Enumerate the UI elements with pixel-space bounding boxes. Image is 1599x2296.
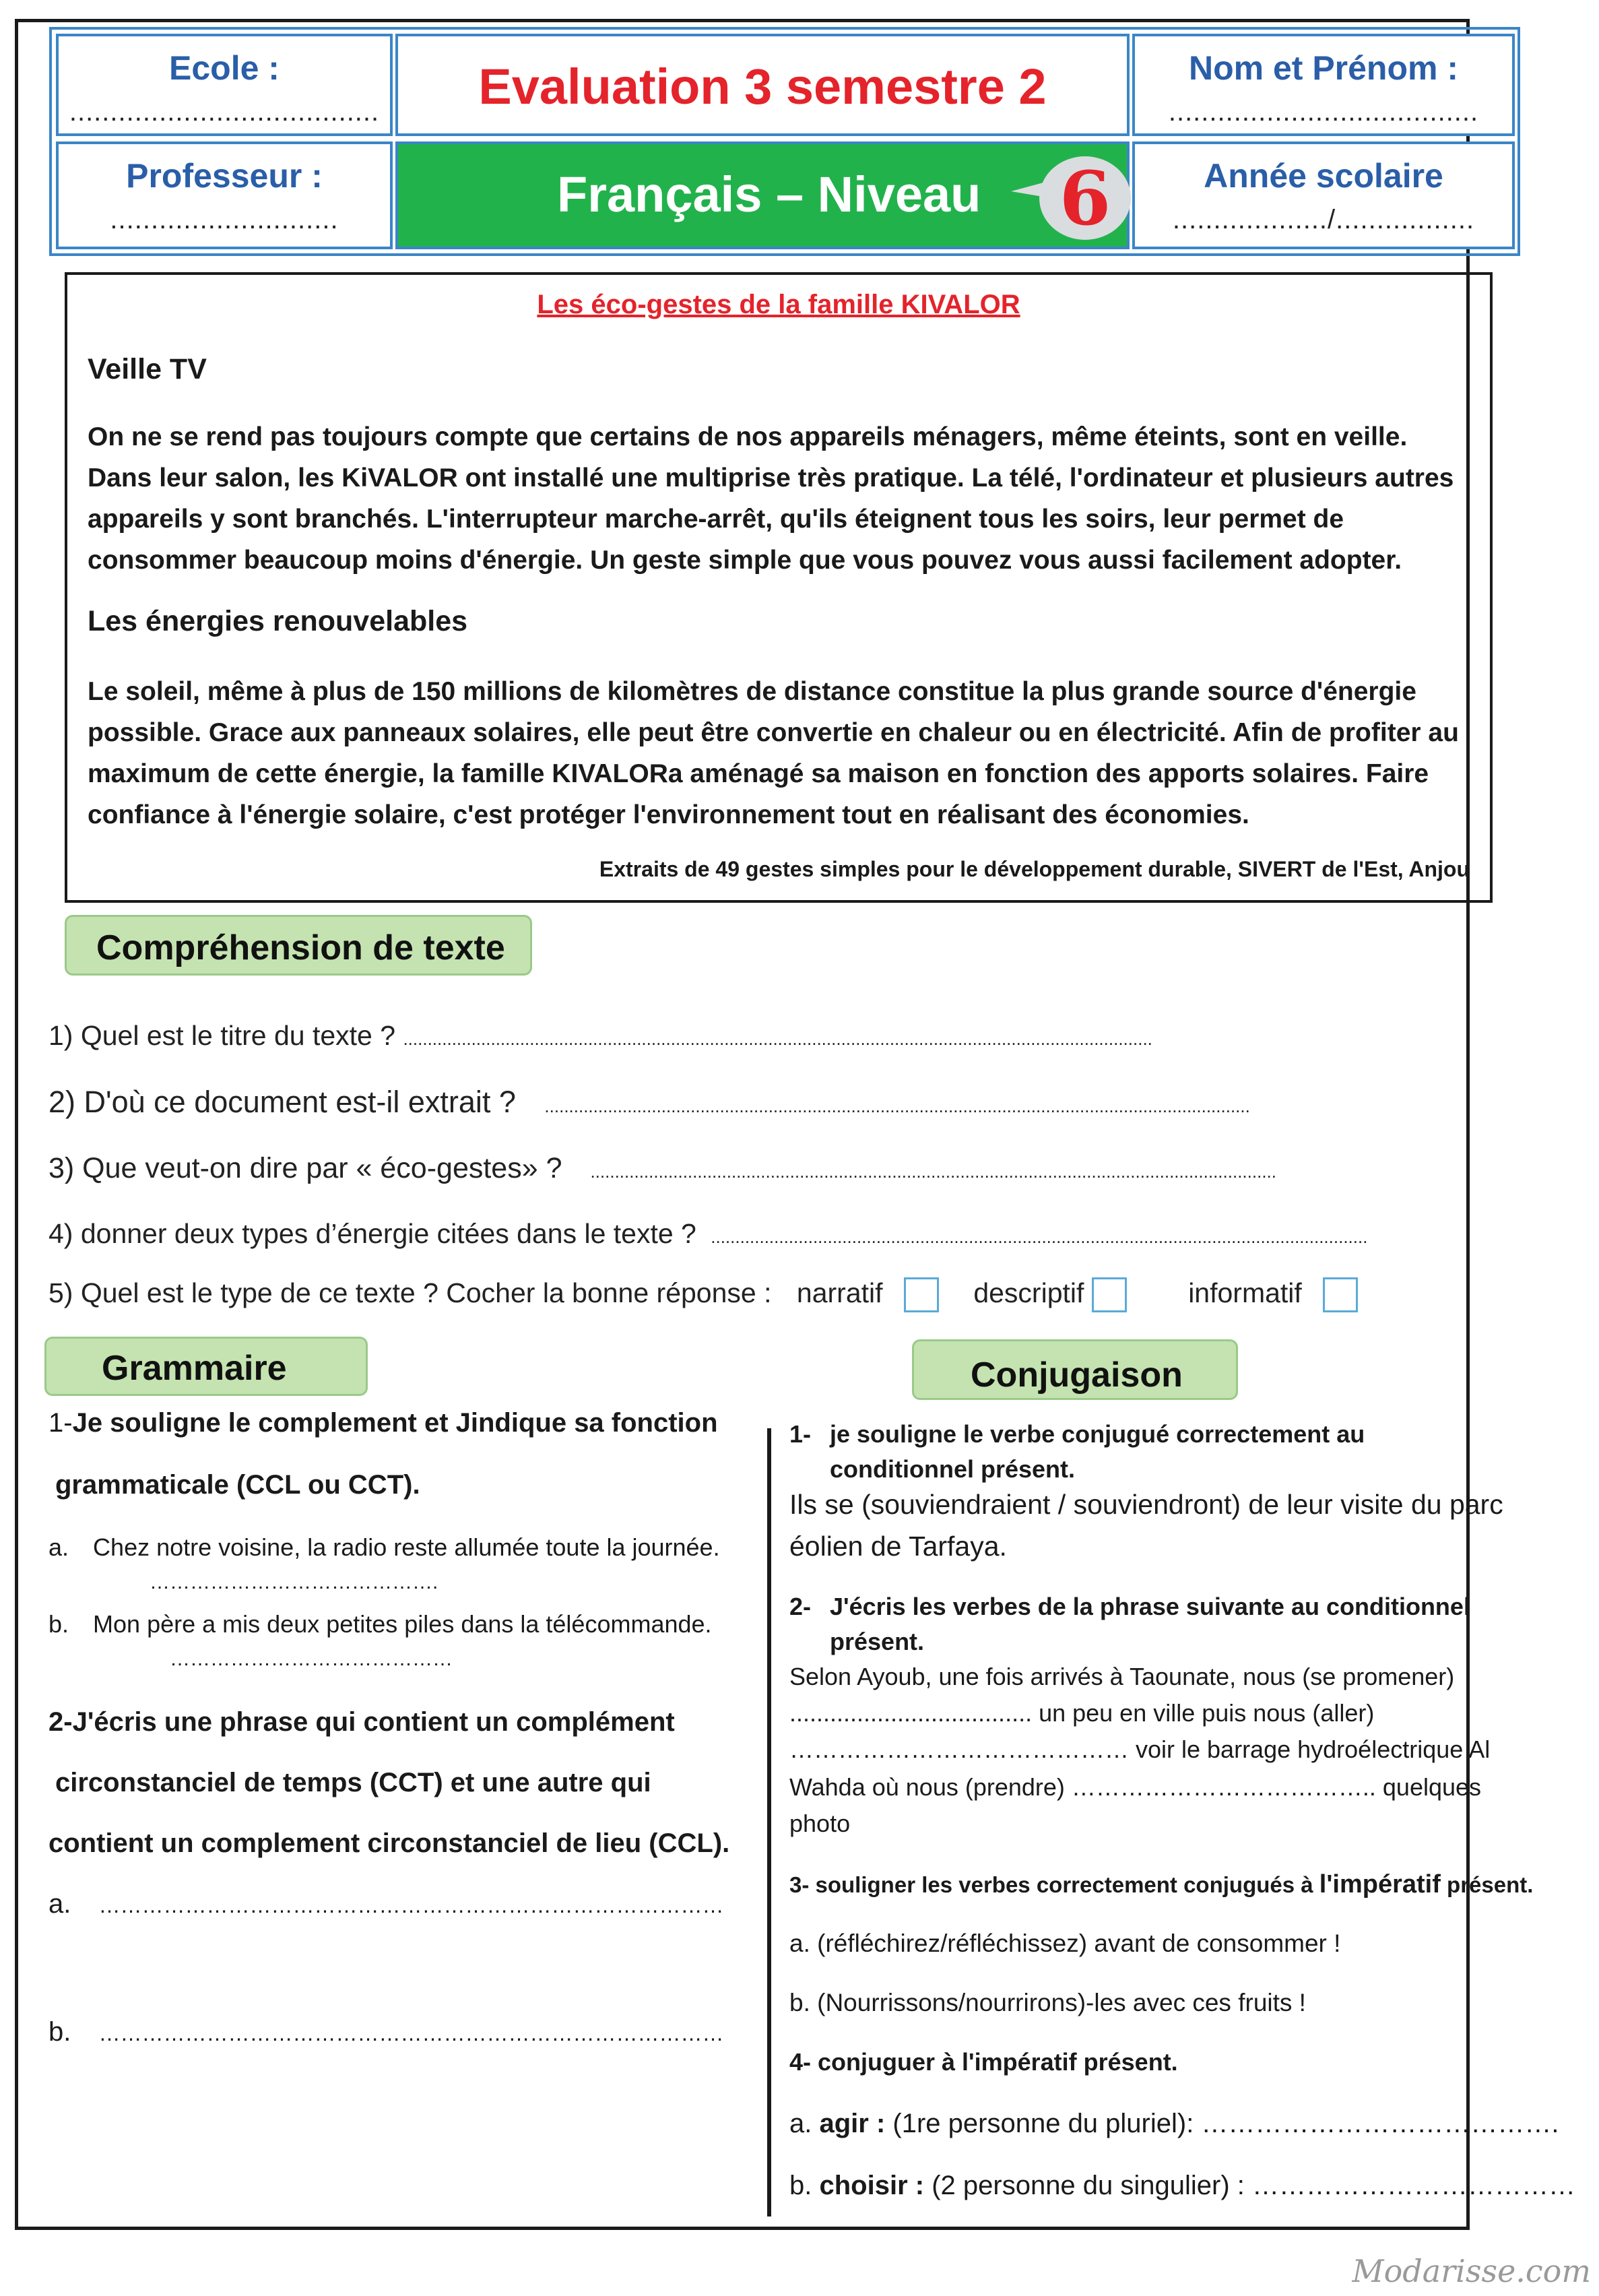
question-2-answer[interactable]: ................................................................................................................................................. (544, 1096, 1250, 1116)
grammaire-ex2-line2: circonstanciel de temps (CCT) et une autre qui (55, 1768, 651, 1797)
title-cell (395, 34, 1130, 136)
conj-ex4-b-rest[interactable]: (2 personne du singulier) : ……………………………… (932, 2171, 1576, 2200)
prof-field[interactable]: ............................ (110, 205, 339, 234)
text-source: Extraits de 49 gestes simples pour le développement durable, SIVERT de l'Est, Anjou (599, 857, 1470, 881)
item-a-label: a. (48, 1533, 69, 1561)
item-a-text: Chez notre voisine, la radio reste allumée toute la journée. (93, 1533, 720, 1561)
conj-ex2-line2: présent. (830, 1628, 925, 1655)
question-4-text: 4) donner deux types d’énergie citées dans le texte ? (48, 1218, 696, 1249)
conj-ex1-number: 1- (789, 1420, 812, 1448)
conj-ex2-text-4[interactable]: Wahda où nous (prendre) ……………………………….. quelques (789, 1773, 1482, 1801)
grammaire-item-a (48, 1533, 720, 1562)
grammaire-ex1-line1: Je souligne le complement et Jindique sa fonction (72, 1408, 718, 1438)
question-5 (48, 1277, 1358, 1312)
subject-cell (395, 141, 1130, 249)
conj-ex2-text-5: photo (789, 1810, 851, 1837)
question-1-answer[interactable]: .......................................................................................................................................................... (403, 1029, 1152, 1049)
conjugaison-heading: Conjugaison (912, 1339, 1238, 1400)
page-title: Evaluation 3 semestre 2 (478, 59, 1047, 115)
conj-ex3-text-c: présent. (1447, 1872, 1534, 1897)
grammaire-ex2-line3: contient un complement circonstanciel de lieu (CCL). (48, 1828, 730, 1858)
ecole-cell (56, 34, 393, 136)
grammaire-exercise-1-title (48, 1408, 718, 1438)
question-3-answer[interactable]: ............................................................................................................................................. (590, 1161, 1276, 1182)
conj-ex3-text-a: souligner les verbes correctement conjugués à (815, 1872, 1313, 1897)
item-b-label: b. (48, 1610, 69, 1638)
question-4 (48, 1218, 1367, 1250)
grammaire-ex1-number: 1- (48, 1408, 73, 1438)
conj-ex1-line2: conditionnel présent. (830, 1455, 1076, 1483)
question-3 (48, 1152, 1276, 1185)
conj-ex4-item-a (789, 2109, 1559, 2139)
grammaire-item-b (48, 1610, 712, 1638)
conj-ex2-text-2[interactable]: .................................... un peu en ville puis nous (aller) (789, 1699, 1375, 1727)
annee-field[interactable]: .................../................. (1172, 205, 1475, 234)
question-3-text: 3) Que veut-on dire par « éco-gestes» ? (48, 1152, 562, 1184)
paragraph-energies: Le soleil, même à plus de 150 millions de kilomètres de distance constitue la plus grande source d'énergie possible. Grace aux panneaux solaires, elle peut être convertie en chaleur ou en électricité. Afin de profiter au maximum de cette énergie, la famille KIVALORa aménagé sa maison en fonction des apports solaires. Faire confiance à l'énergie solaire, c'est protéger l'environnement tout en réalisant des économies. (88, 677, 1459, 829)
conj-ex4-a-rest[interactable]: (1re personne du pluriel): …………………………………. (892, 2109, 1559, 2138)
option-informatif-checkbox[interactable] (1323, 1277, 1358, 1312)
answer-a-label: a. (48, 1889, 71, 1919)
item-b-text: Mon père a mis deux petites piles dans la télécommande. (93, 1610, 712, 1638)
section-heading-veille: Veille TV (88, 353, 207, 385)
watermark: Modarisse.com (1352, 2253, 1591, 2289)
option-descriptif-checkbox[interactable] (1092, 1277, 1127, 1312)
section-heading-energies: Les énergies renouvelables (88, 605, 468, 637)
column-divider (767, 1428, 771, 2217)
nom-label: Nom et Prénom : (1188, 49, 1459, 87)
question-2 (48, 1085, 1250, 1120)
conj-ex4-a-prefix: a. (789, 2109, 812, 2138)
question-5-text: 5) Quel est le type de ce texte ? Cocher la bonne réponse : (48, 1277, 772, 1308)
conj-ex3-text-b: l'impératif (1319, 1870, 1441, 1899)
conj-ex2-line1: J'écris les verbes de la phrase suivante au conditionnel (830, 1593, 1470, 1620)
question-1-text: 1) Quel est le titre du texte ? (48, 1020, 396, 1051)
option-informatif-label: informatif (1188, 1277, 1302, 1308)
answer-b-field[interactable]: …………………………………………………………………………… (98, 2021, 724, 2045)
comprehension-heading: Compréhension de texte (65, 915, 532, 976)
text-title: Les éco-gestes de la famille KIVALOR (537, 290, 1020, 319)
conj-ex4-a-verb: agir : (819, 2109, 886, 2138)
option-narratif-label: narratif (796, 1277, 883, 1308)
conj-ex4-title: 4- conjuguer à l'impératif présent. (789, 2048, 1178, 2076)
item-b-answer[interactable]: …………………………………… (170, 1648, 453, 1670)
conj-ex4-b-verb: choisir : (819, 2171, 925, 2200)
grammaire-ex2-line1: 2-J'écris une phrase qui contient un complément (48, 1707, 675, 1737)
ecole-label: Ecole : (169, 49, 280, 87)
conj-ex2-text-3[interactable]: …………………………………… voir le barrage hydroélectrique Al (789, 1735, 1491, 1763)
grammaire-answer-b (48, 2017, 723, 2047)
question-1 (48, 1020, 1152, 1052)
option-narratif-checkbox[interactable] (904, 1277, 939, 1312)
reading-text-box (65, 272, 1493, 903)
answer-a-field[interactable]: …………………………………………………………………………… (98, 1893, 724, 1917)
conj-ex3-sentence-a[interactable]: a. (réfléchirez/réfléchissez) avant de consommer ! (789, 1930, 1341, 1957)
prof-cell (56, 141, 393, 249)
level-number: 6 (1059, 155, 1111, 242)
conj-ex3-title (789, 1870, 1533, 1899)
item-a-answer[interactable]: ……………………………………. (150, 1571, 438, 1593)
grammaire-heading: Grammaire (44, 1337, 368, 1396)
option-descriptif-label: descriptif (973, 1277, 1084, 1308)
question-4-answer[interactable]: ....................................................................................................................................... (711, 1227, 1368, 1247)
ecole-field[interactable]: ...................................... (69, 97, 380, 127)
subject-label: Français – Niveau (557, 166, 981, 222)
conj-ex1-line1: je souligne le verbe conjugué correctement au (830, 1420, 1365, 1448)
annee-label: Année scolaire (1204, 157, 1443, 195)
conj-ex1-sentence-2: éolien de Tarfaya. (789, 1531, 1007, 1562)
nom-cell (1132, 34, 1515, 136)
paragraph-veille: On ne se rend pas toujours compte que certains de nos appareils ménagers, même éteints, sont en veille. Dans leur salon, les KiVALOR ont installé une multiprise très pratique. La télé, l'ordinateur et plusieurs autres appareils y sont branchés. L'interrupteur marche-arrêt, qu'ils éteignent tous les soirs, leur permet de consommer beaucoup moins d'énergie. Un geste simple que vous pouvez vous aussi facilement adopter. (88, 422, 1454, 575)
answer-b-label: b. (48, 2017, 71, 2047)
conj-ex2-text-1: Selon Ayoub, une fois arrivés à Taounate, nous (se promener) (789, 1663, 1455, 1690)
conj-ex3-number: 3- (789, 1872, 810, 1897)
conj-ex3-sentence-b[interactable]: b. (Nourrissons/nourrirons)-les avec ces fruits ! (789, 1989, 1306, 2016)
question-2-text: 2) D'où ce document est-il extrait ? (48, 1085, 516, 1119)
conj-ex1-sentence-1[interactable]: Ils se (souviendraient / souviendront) de leur visite du parc (789, 1489, 1503, 1520)
prof-label: Professeur : (126, 157, 323, 195)
conj-ex4-item-b (789, 2171, 1575, 2201)
conj-ex2-number: 2- (789, 1593, 812, 1620)
nom-field[interactable]: ...................................... (1168, 97, 1479, 127)
conj-ex4-b-prefix: b. (789, 2171, 812, 2200)
level-badge (1004, 151, 1139, 245)
grammaire-answer-a (48, 1889, 723, 1919)
grammaire-ex1-line2: grammaticale (CCL ou CCT). (55, 1470, 420, 1500)
annee-cell (1132, 141, 1515, 249)
header-grid (49, 27, 1520, 256)
